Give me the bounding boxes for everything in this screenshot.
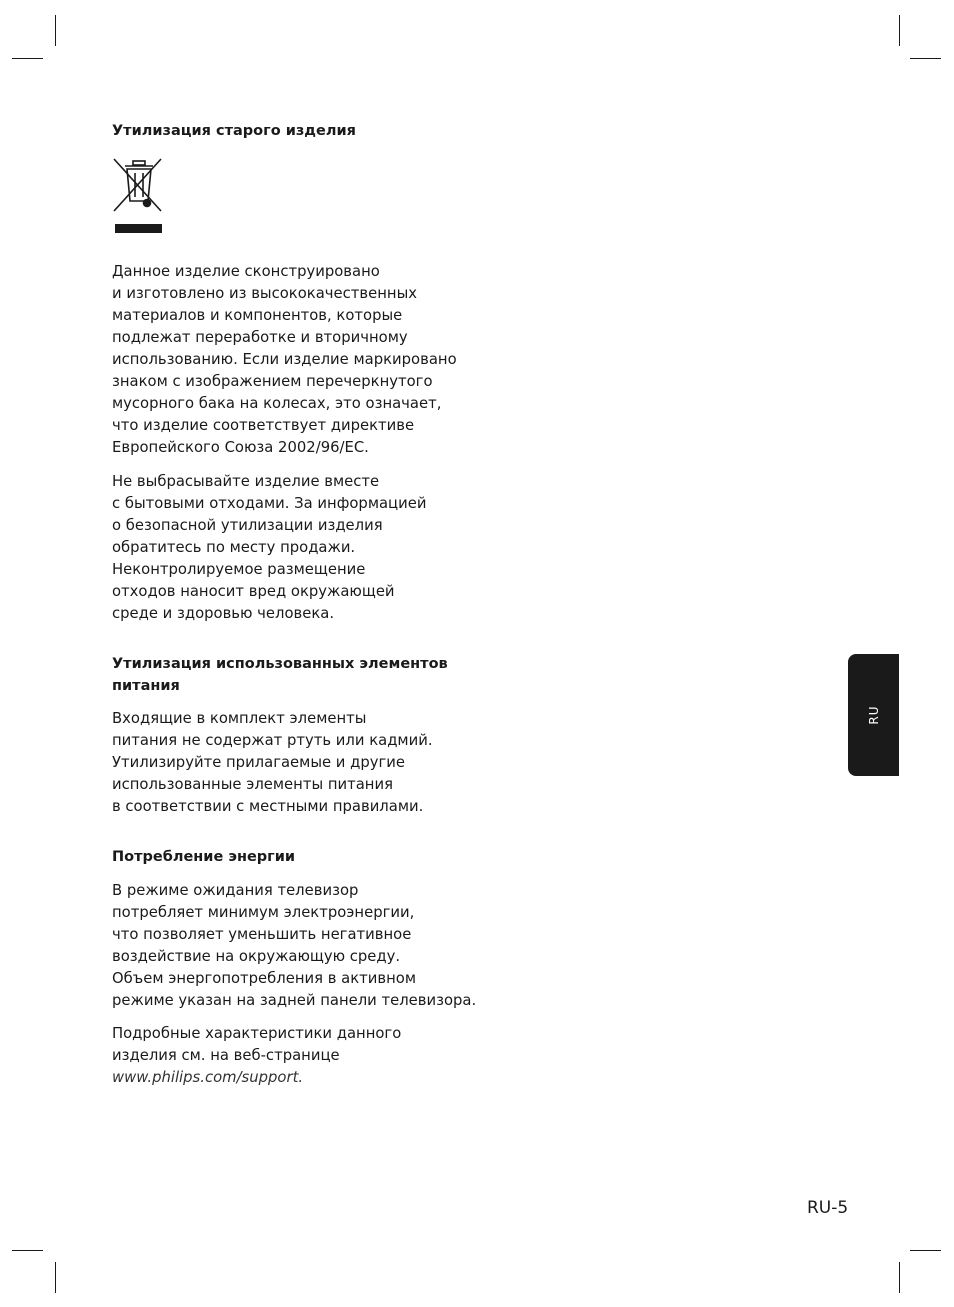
crop-mark xyxy=(910,1250,941,1251)
disposal-paragraph-1 xyxy=(112,261,482,459)
text-line: потребляет минимум электроэнергии, xyxy=(112,904,415,921)
energy-heading: Потребление энергии xyxy=(112,849,296,865)
crop-mark xyxy=(899,1262,900,1293)
text-line: использованные элементы питания xyxy=(112,776,394,793)
crossed-out-wheelie-bin-icon xyxy=(111,155,165,235)
text-line: питания не содержат ртуть или кадмий. xyxy=(112,732,433,749)
text-line: Входящие в комплект элементы xyxy=(112,710,367,727)
text-line: отходов наносит вред окружающей xyxy=(112,583,395,600)
battery-section xyxy=(112,653,482,697)
text-line: Европейского Союза 2002/96/EC. xyxy=(112,439,369,456)
text-line: обратитесь по месту продажи. xyxy=(112,539,356,556)
crop-mark xyxy=(910,58,941,59)
text-line: Подробные характеристики данного xyxy=(112,1025,402,1042)
energy-paragraph-1 xyxy=(112,880,482,1012)
crop-mark xyxy=(12,58,43,59)
text-line: мусорного бака на колесах, это означает, xyxy=(112,395,442,412)
energy-section xyxy=(112,846,482,868)
energy-paragraph-2 xyxy=(112,1023,482,1089)
text-line: Утилизируйте прилагаемые и другие xyxy=(112,754,406,771)
text-line: подлежат переработке и вторичному xyxy=(112,329,408,346)
text-line: Неконтролируемое размещение xyxy=(112,561,366,578)
disposal-paragraph-2 xyxy=(112,471,482,625)
heading-line: Утилизация использованных элементов xyxy=(112,656,448,672)
language-tab xyxy=(848,654,899,776)
text-line: в соответствии с местными правилами. xyxy=(112,798,424,815)
disposal-section xyxy=(112,120,482,142)
text-line: что позволяет уменьшить негативное xyxy=(112,926,412,943)
text-line: и изготовлено из высококачественных xyxy=(112,285,418,302)
text-line: о безопасной утилизации изделия xyxy=(112,517,383,534)
text-line: использованию. Если изделие маркировано xyxy=(112,351,457,368)
text-line: воздействие на окружающую среду. xyxy=(112,948,401,965)
text-line: В режиме ожидания телевизор xyxy=(112,882,359,899)
text-line: с бытовыми отходами. За информацией xyxy=(112,495,427,512)
text-line: материалов и компонентов, которые xyxy=(112,307,403,324)
crop-mark xyxy=(55,1262,56,1293)
text-line: режиме указан на задней панели телевизора. xyxy=(112,992,477,1009)
language-tab-label: RU xyxy=(866,705,881,725)
crop-mark xyxy=(55,15,56,46)
text-line: Не выбрасывайте изделие вместе xyxy=(112,473,380,490)
text-line: среде и здоровью человека. xyxy=(112,605,335,622)
support-link[interactable]: www.philips.com/support. xyxy=(112,1069,304,1086)
text-line: знаком с изображением перечеркнутого xyxy=(112,373,433,390)
battery-heading xyxy=(112,653,482,697)
crop-mark xyxy=(899,15,900,46)
text-line: Объем энергопотребления в активном xyxy=(112,970,417,987)
text-line: изделия см. на веб-странице xyxy=(112,1047,340,1064)
text-line: Данное изделие сконструировано xyxy=(112,263,380,280)
disposal-heading: Утилизация старого изделия xyxy=(112,123,356,139)
battery-paragraph xyxy=(112,708,482,818)
crop-mark xyxy=(12,1250,43,1251)
page-number: RU-5 xyxy=(807,1198,849,1218)
text-line: что изделие соответствует директиве xyxy=(112,417,415,434)
heading-line: питания xyxy=(112,678,180,694)
